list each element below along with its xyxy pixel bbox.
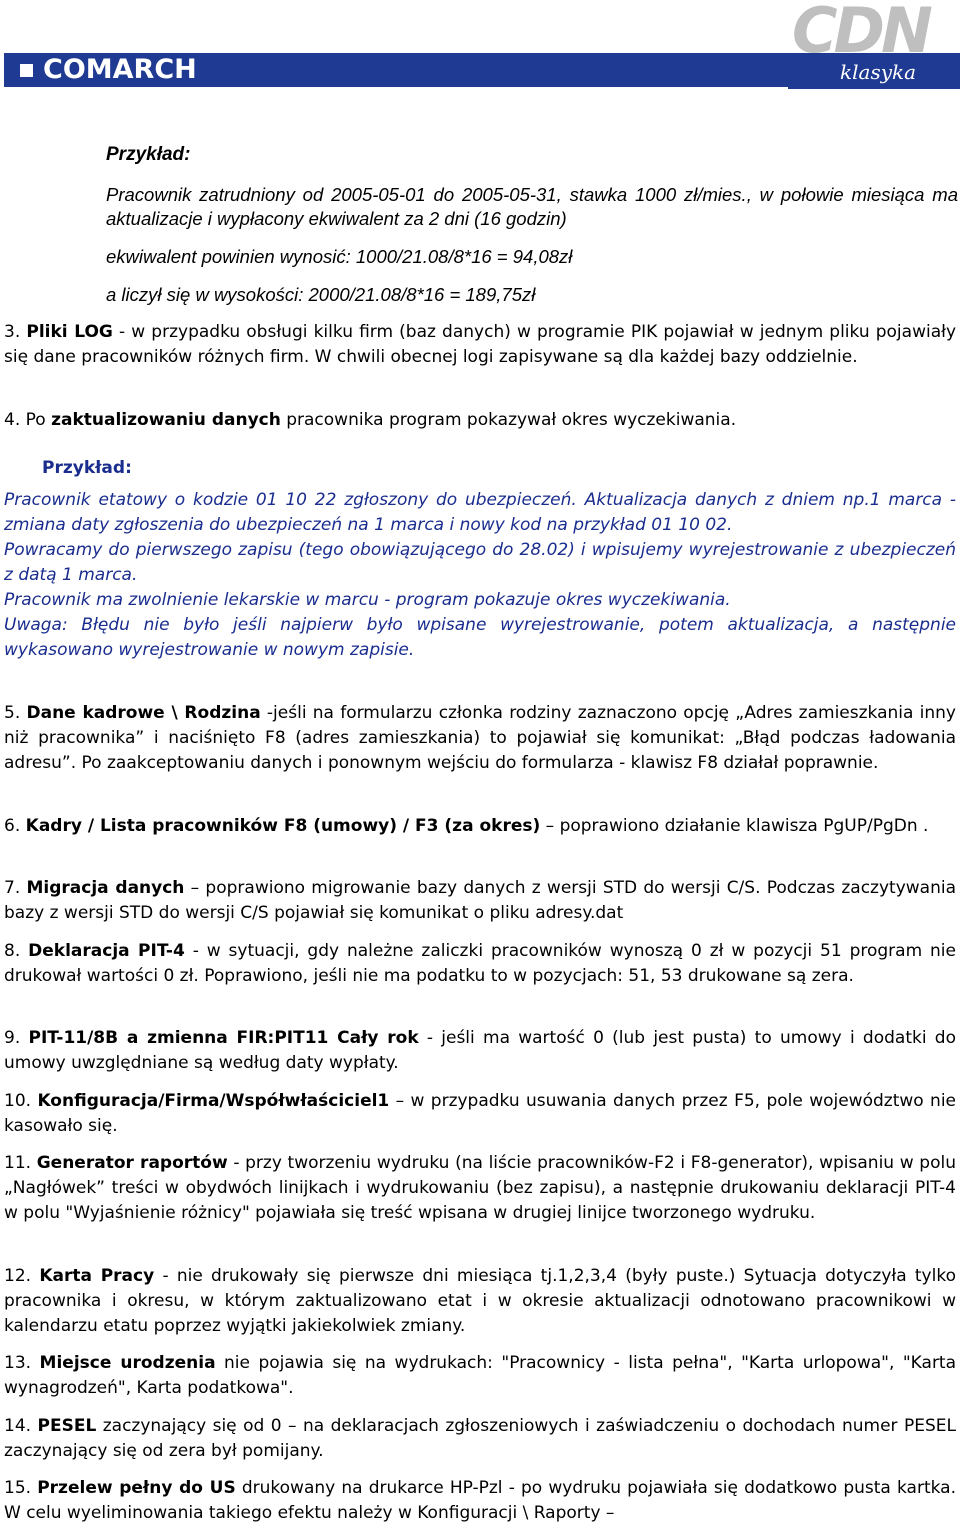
example-2-para-2: Powracamy do pierwszego zapisu (tego obowiązującego do 28.02) i wpisujemy wyrejestrowanie z ubezpieczeń z datą 1 marca.: [4, 540, 956, 585]
item-number: 15.: [4, 1478, 32, 1498]
list-item: [4, 939, 956, 989]
list-item: [4, 408, 956, 433]
example-2-para-4: Uwaga: Błędu nie było jeśli najpierw było wpisane wyrejestrowanie, potem aktualizacja, a następnie wykasowano wyrejestrowanie w nowym zapisie.: [4, 615, 956, 660]
item-heading: Deklaracja PIT-4: [28, 941, 185, 961]
list-item: [4, 1026, 956, 1076]
item-text: - jeśli ma wartość 0 (lub jest pusta) to umowy i dodatki do umowy uwzględniane są według daty wypłaty.: [4, 1028, 957, 1073]
example-line-1: Pracownik zatrudniony od 2005-05-01 do 2005-05-31, stawka 1000 zł/mies., w połowie miesiąca ma aktualizacje i wypłacony ekwiwalent za 2 dni (16 godzin): [106, 184, 958, 229]
comarch-logo: [20, 55, 197, 85]
example-line-2: ekwiwalent powinien wynosić: 1000/21.08/8*16 = 94,08zł: [106, 246, 573, 267]
item-number: 11.: [4, 1153, 32, 1173]
list-item: [4, 1351, 956, 1401]
list-item: [4, 1414, 956, 1464]
item-text: pracownika program pokazywał okres wyczekiwania.: [280, 410, 737, 430]
item-text: -jeśli na formularzu członka rodziny zaznaczono opcję „Adres zamieszkania inny niż pracownika” i naciśnięto F8 (adres zamieszkania) to pojawiał się komunikat: „Błąd podczas ładowania adresu”. Po zaakceptowaniu danych i ponownym wejściu do formularza - klawisz F8 działał poprawnie.: [4, 703, 956, 773]
item-heading: Dane kadrowe \ Rodzina: [26, 703, 261, 723]
list-item: [4, 1151, 956, 1226]
list-item: [4, 1264, 956, 1339]
item-number: 9.: [4, 1028, 21, 1048]
item-number: 14.: [4, 1416, 32, 1436]
item-text: – w przypadku usuwania danych przez F5, pole województwo nie kasowało się.: [4, 1091, 957, 1136]
item-text: - w sytuacji, gdy należne zaliczki pracowników wynoszą 0 zł w pozycji 51 program nie drukował wartości 0 zł. Poprawiono, jeśli nie ma podatku to w pozycjach: 51, 53 drukowane są zera.: [4, 941, 956, 986]
logo-square-icon: [20, 64, 33, 77]
item-number: 7.: [4, 878, 21, 898]
example-2-para-1: Pracownik etatowy o kodzie 01 10 22 zgłoszony do ubezpieczeń. Aktualizacja danych z dniem np.1 marca - zmiana daty zgłoszenia do ubezpieczeń na 1 marca i nowy kod na przykład 01 10 02.: [4, 490, 956, 535]
item-heading: Przelew pełny do US: [37, 1478, 236, 1498]
comarch-logo-text: COMARCH: [43, 54, 197, 85]
example-2-title: Przykład:: [42, 458, 132, 478]
page-header: [0, 0, 960, 100]
item-text: – poprawiono migrowanie bazy danych z wersji STD do wersji C/S. Podczas zaczytywania bazy z wersji STD do wersji C/S pojawiał się komunikat o pliku adresy.dat: [4, 878, 956, 923]
item-heading: PESEL: [37, 1416, 97, 1436]
item-heading: Pliki LOG: [26, 322, 113, 342]
example-2-para-3: Pracownik ma zwolnienie lekarskie w marcu - program pokazuje okres wyczekiwania.: [4, 590, 731, 610]
item-number: 5.: [4, 703, 21, 723]
list-item: [4, 876, 956, 926]
item-number: 8.: [4, 941, 21, 961]
list-item: [4, 1089, 956, 1139]
item-text: - przy tworzeniu wydruku (na liście pracowników-F2 i F8-generator), wpisaniu w polu „Nagłówek” treści w obydwóch linijkach i wydrukowaniu (bez zapisu), a następnie drukowaniu deklaracji PIT-4 w polu "Wyjaśnienie różnicy" pojawiała się treść wpisana w drugiej linijce tworzonego wydruku.: [4, 1153, 956, 1223]
list-item: [4, 814, 956, 839]
item-heading: Kadry / Lista pracowników F8 (umowy) / F3 (za okres): [25, 816, 541, 836]
item-heading: Migracja danych: [26, 878, 185, 898]
item-prefix: Po: [25, 410, 52, 430]
cdn-logo-text: CDN: [792, 0, 929, 67]
cdn-klasyka-logo: [788, 2, 960, 97]
klasyka-logo-text: klasyka: [840, 60, 917, 84]
item-number: 13.: [4, 1353, 32, 1373]
item-number: 4.: [4, 410, 21, 430]
example-line-3: a liczył się w wysokości: 2000/21.08/8*16 = 189,75zł: [106, 284, 536, 305]
item-heading: Konfiguracja/Firma/Współwłaściciel1: [37, 1091, 390, 1111]
item-text: - w przypadku obsługi kilku firm (baz danych) w programie PIK pojawiał w jednym pliku pojawiały się dane pracowników różnych firm. W chwili obecnej logi zapisywane są dla każdej bazy oddzielnie.: [4, 322, 956, 367]
example-title: Przykład:: [106, 144, 191, 165]
item-heading: PIT-11/8B a zmienna FIR:PIT11 Cały rok: [28, 1028, 419, 1048]
item-text: - nie drukowały się pierwsze dni miesiąca tj.1,2,3,4 (były puste.) Sytuacja dotyczyła tylko pracownika i okresu, w którym zaktualizowano etat i w okresie aktualizacji odnotowano pracownikowi w kalendarzu etatu poprzez wyjątki jakiekolwiek zmiany.: [4, 1266, 956, 1336]
item-number: 12.: [4, 1266, 32, 1286]
item-heading: Miejsce urodzenia: [39, 1353, 216, 1373]
item-heading: zaktualizowaniu danych: [51, 410, 281, 430]
list-item: [4, 1476, 956, 1526]
item-number: 6.: [4, 816, 21, 836]
item-number: 10.: [4, 1091, 32, 1111]
item-heading: Karta Pracy: [39, 1266, 155, 1286]
item-number: 3.: [4, 322, 21, 342]
list-item: [4, 701, 956, 776]
item-text: zaczynający się od 0 – na deklaracjach zgłoszeniowych i zaświadczeniu o dochodach numer PESEL zaczynający się od zera był pomijany.: [4, 1416, 957, 1461]
item-text: – poprawiono działanie klawisza PgUP/PgDn .: [540, 816, 929, 836]
list-item: [4, 320, 956, 370]
item-text: nie pojawia się na wydrukach: "Pracownicy - lista pełna", "Karta urlopowa", "Karta wynagrodzeń", Karta podatkowa".: [4, 1353, 957, 1398]
item-text: drukowany na drukarce HP-Pzl - po wydruku pojawiała się dodatkowo pusta kartka. W celu wyeliminowania takiego efektu należy w Konfiguracji \ Raporty –: [4, 1478, 956, 1523]
item-heading: Generator raportów: [36, 1153, 228, 1173]
